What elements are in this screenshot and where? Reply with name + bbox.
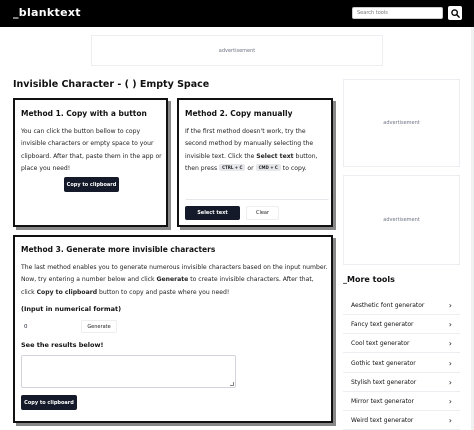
chevron-right-icon: › [448, 320, 452, 329]
method2-title: Method 2. Copy manually [185, 109, 293, 118]
tool-link-fancy-text[interactable]: Fancy text generator › [343, 316, 460, 334]
results-label: See the results below! [21, 341, 104, 349]
page-title: Invisible Character - ( ) Empty Space [13, 79, 210, 90]
top-bar [0, 0, 474, 27]
method3-description: The last method enables you to generate numerous invisible characters based on the input number. Now, try entering a number below and click Generate to create invisible characters. After that, click Copy to clipboard button to copy and paste where you need! [21, 264, 328, 296]
generate-button[interactable]: Generate [81, 320, 117, 333]
select-text-button[interactable]: Select text [185, 206, 240, 220]
search-button[interactable] [448, 6, 462, 20]
tool-link-weird-text[interactable]: Weird text generator › [343, 412, 460, 430]
ad-sidebar-1: advertisement [343, 79, 460, 167]
method2-description: If the first method doesn't work, try the second method by manually selecting the invisible text. Click the Select text button, then press CTRL + C or CMD + C to copy. [185, 128, 318, 172]
method3-copy-button[interactable]: Copy to clipboard [21, 395, 77, 410]
method1-copy-button[interactable]: Copy to clipboard [64, 177, 119, 192]
ad-banner-top: advertisement [91, 35, 383, 66]
chevron-right-icon: › [448, 378, 452, 387]
method1-card [13, 98, 168, 227]
method3-card [13, 235, 333, 423]
search-icon [451, 9, 460, 18]
method2-card [177, 98, 333, 227]
ad-sidebar-2: advertisement [343, 175, 460, 265]
more-tools-title: _More tools [343, 275, 395, 284]
number-input[interactable]: 0 [24, 323, 28, 330]
input-label: (Input in numerical format) [21, 305, 122, 313]
chevron-right-icon: › [448, 301, 452, 310]
clear-button[interactable]: Clear [246, 206, 279, 220]
method3-title: Method 3. Generate more invisible characters [21, 245, 216, 254]
chevron-right-icon: › [448, 339, 452, 348]
ctrl-c-key: CTRL + C [219, 164, 245, 171]
chevron-right-icon: › [448, 359, 452, 368]
tool-link-gothic-text[interactable]: Gothic text generator › [343, 355, 460, 373]
tool-link-cool-text[interactable]: Cool text generator › [343, 335, 460, 353]
site-logo[interactable]: _blanktext [13, 6, 81, 19]
resize-handle-icon[interactable] [230, 382, 234, 386]
chevron-right-icon: › [448, 416, 452, 425]
tool-link-aesthetic-font[interactable]: Aesthetic font generator › [343, 297, 460, 315]
method1-title: Method 1. Copy with a button [21, 109, 147, 118]
method2-text-area[interactable] [185, 180, 329, 200]
search-input[interactable] [352, 7, 443, 19]
method1-description: You can click the button bellow to copy invisible characters or empty space to your clipboard. After that, paste them in the app or place you need! [21, 128, 162, 172]
cmd-c-key: CMD + C [256, 164, 281, 171]
results-text-area[interactable] [21, 355, 236, 388]
tool-link-stylish-text[interactable]: Stylish text generator › [343, 374, 460, 392]
tool-link-mirror-text[interactable]: Mirror text generator › [343, 393, 460, 411]
chevron-right-icon: › [448, 397, 452, 406]
